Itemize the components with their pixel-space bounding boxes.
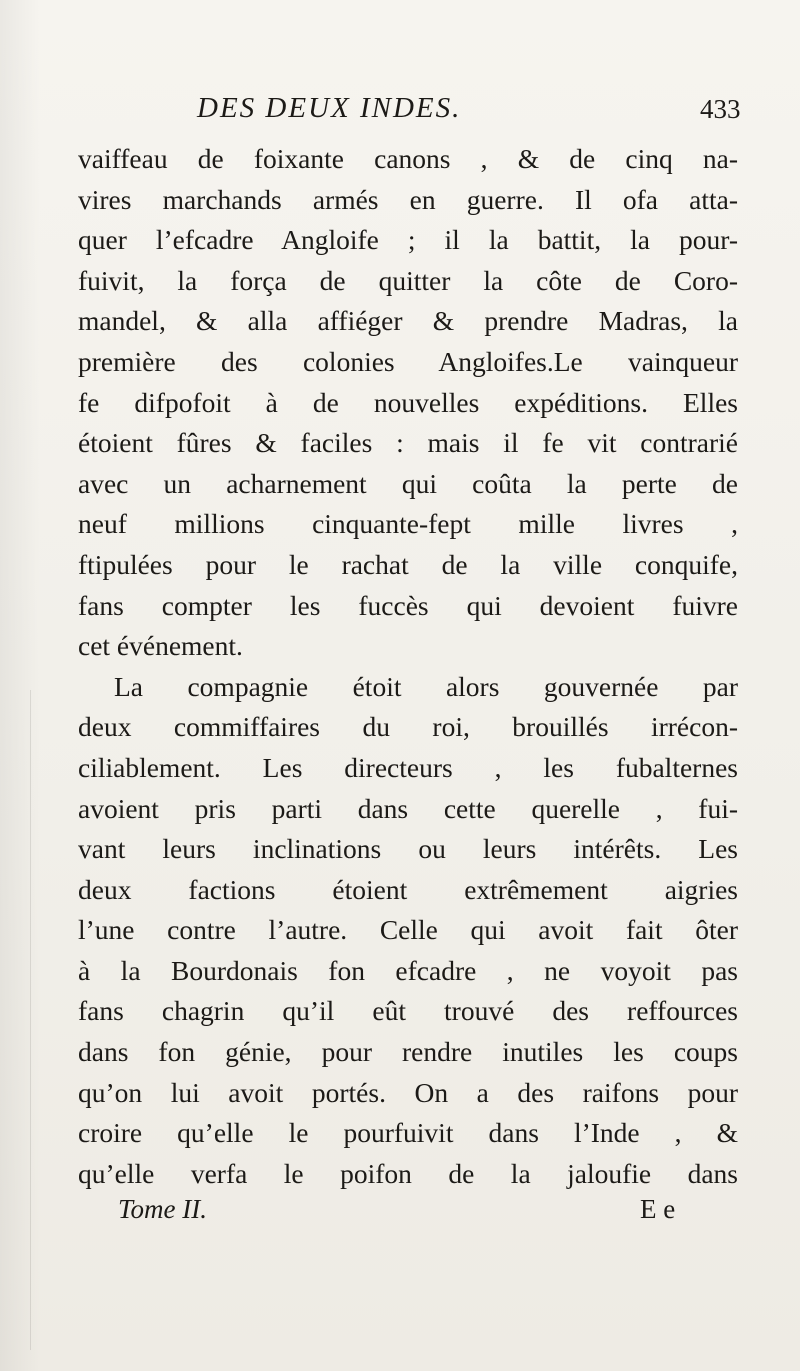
text-line: croire qu’elle le pourfuivit dans l’Inde , & [78, 1117, 738, 1149]
text-line: dans fon génie, pour rendre inutiles les coups [78, 1036, 738, 1068]
text-line: l’une contre l’autre. Celle qui avoit fait ôter [78, 914, 738, 946]
text-line: quer l’efcadre Angloife ; il la battit, la pour- [78, 224, 738, 256]
text-line: vires marchands armés en guerre. Il ofa atta- [78, 183, 738, 215]
text-line: La compagnie étoit alors gouvernée par [114, 670, 738, 702]
binding-shadow [30, 690, 31, 1350]
text-line: qu’on lui avoit portés. On a des raifons pour [78, 1076, 738, 1108]
text-line: fans chagrin qu’il eût trouvé des reffources [78, 995, 738, 1027]
text-line: première des colonies Angloifes.Le vainqueur [78, 345, 738, 377]
page-header [0, 92, 800, 132]
text-line: neuf millions cinquante-fept mille livres , [78, 508, 738, 540]
text-line: avec un acharnement qui coûta la perte de [78, 467, 738, 499]
text-line: avoient pris parti dans cette querelle , fui- [78, 792, 738, 824]
text-line: vaiffeau de foixante canons , & de cinq na- [78, 143, 738, 174]
page-number: 433 [700, 94, 741, 124]
text-line: deux factions étoient extrêmement aigries [78, 873, 738, 905]
running-title: DES DEUX INDES. [197, 92, 462, 124]
text-line: ciliablement. Les directeurs , les fubalternes [78, 751, 738, 783]
body-text [78, 139, 738, 1234]
text-line: mandel, & alla affiéger & prendre Madras, la [78, 305, 738, 337]
text-line: fuivit, la força de quitter la côte de Coro- [78, 264, 738, 296]
tome-label: Tome II. [118, 1194, 208, 1225]
text-line: vant leurs inclinations ou leurs intérêts. Les [78, 833, 738, 865]
text-line: étoient fûres & faciles : mais il fe vit contrarié [78, 427, 738, 459]
text-line: deux commiffaires du roi, brouillés irrécon- [78, 711, 738, 743]
text-line: à la Bourdonais fon efcadre , ne voyoit pas [78, 954, 738, 986]
text-line: ftipulées pour le rachat de la ville conquife, [78, 548, 738, 580]
text-line: qu’elle verfa le poifon de la jaloufie dans [78, 1157, 738, 1189]
signature-mark: E e [640, 1194, 676, 1225]
text-line: fans compter les fuccès qui devoient fuivre [78, 589, 738, 621]
text-line: fe difpofoit à de nouvelles expéditions. Elles [78, 386, 738, 418]
text-line: cet événement. [78, 630, 243, 662]
page-footer [78, 1194, 738, 1234]
